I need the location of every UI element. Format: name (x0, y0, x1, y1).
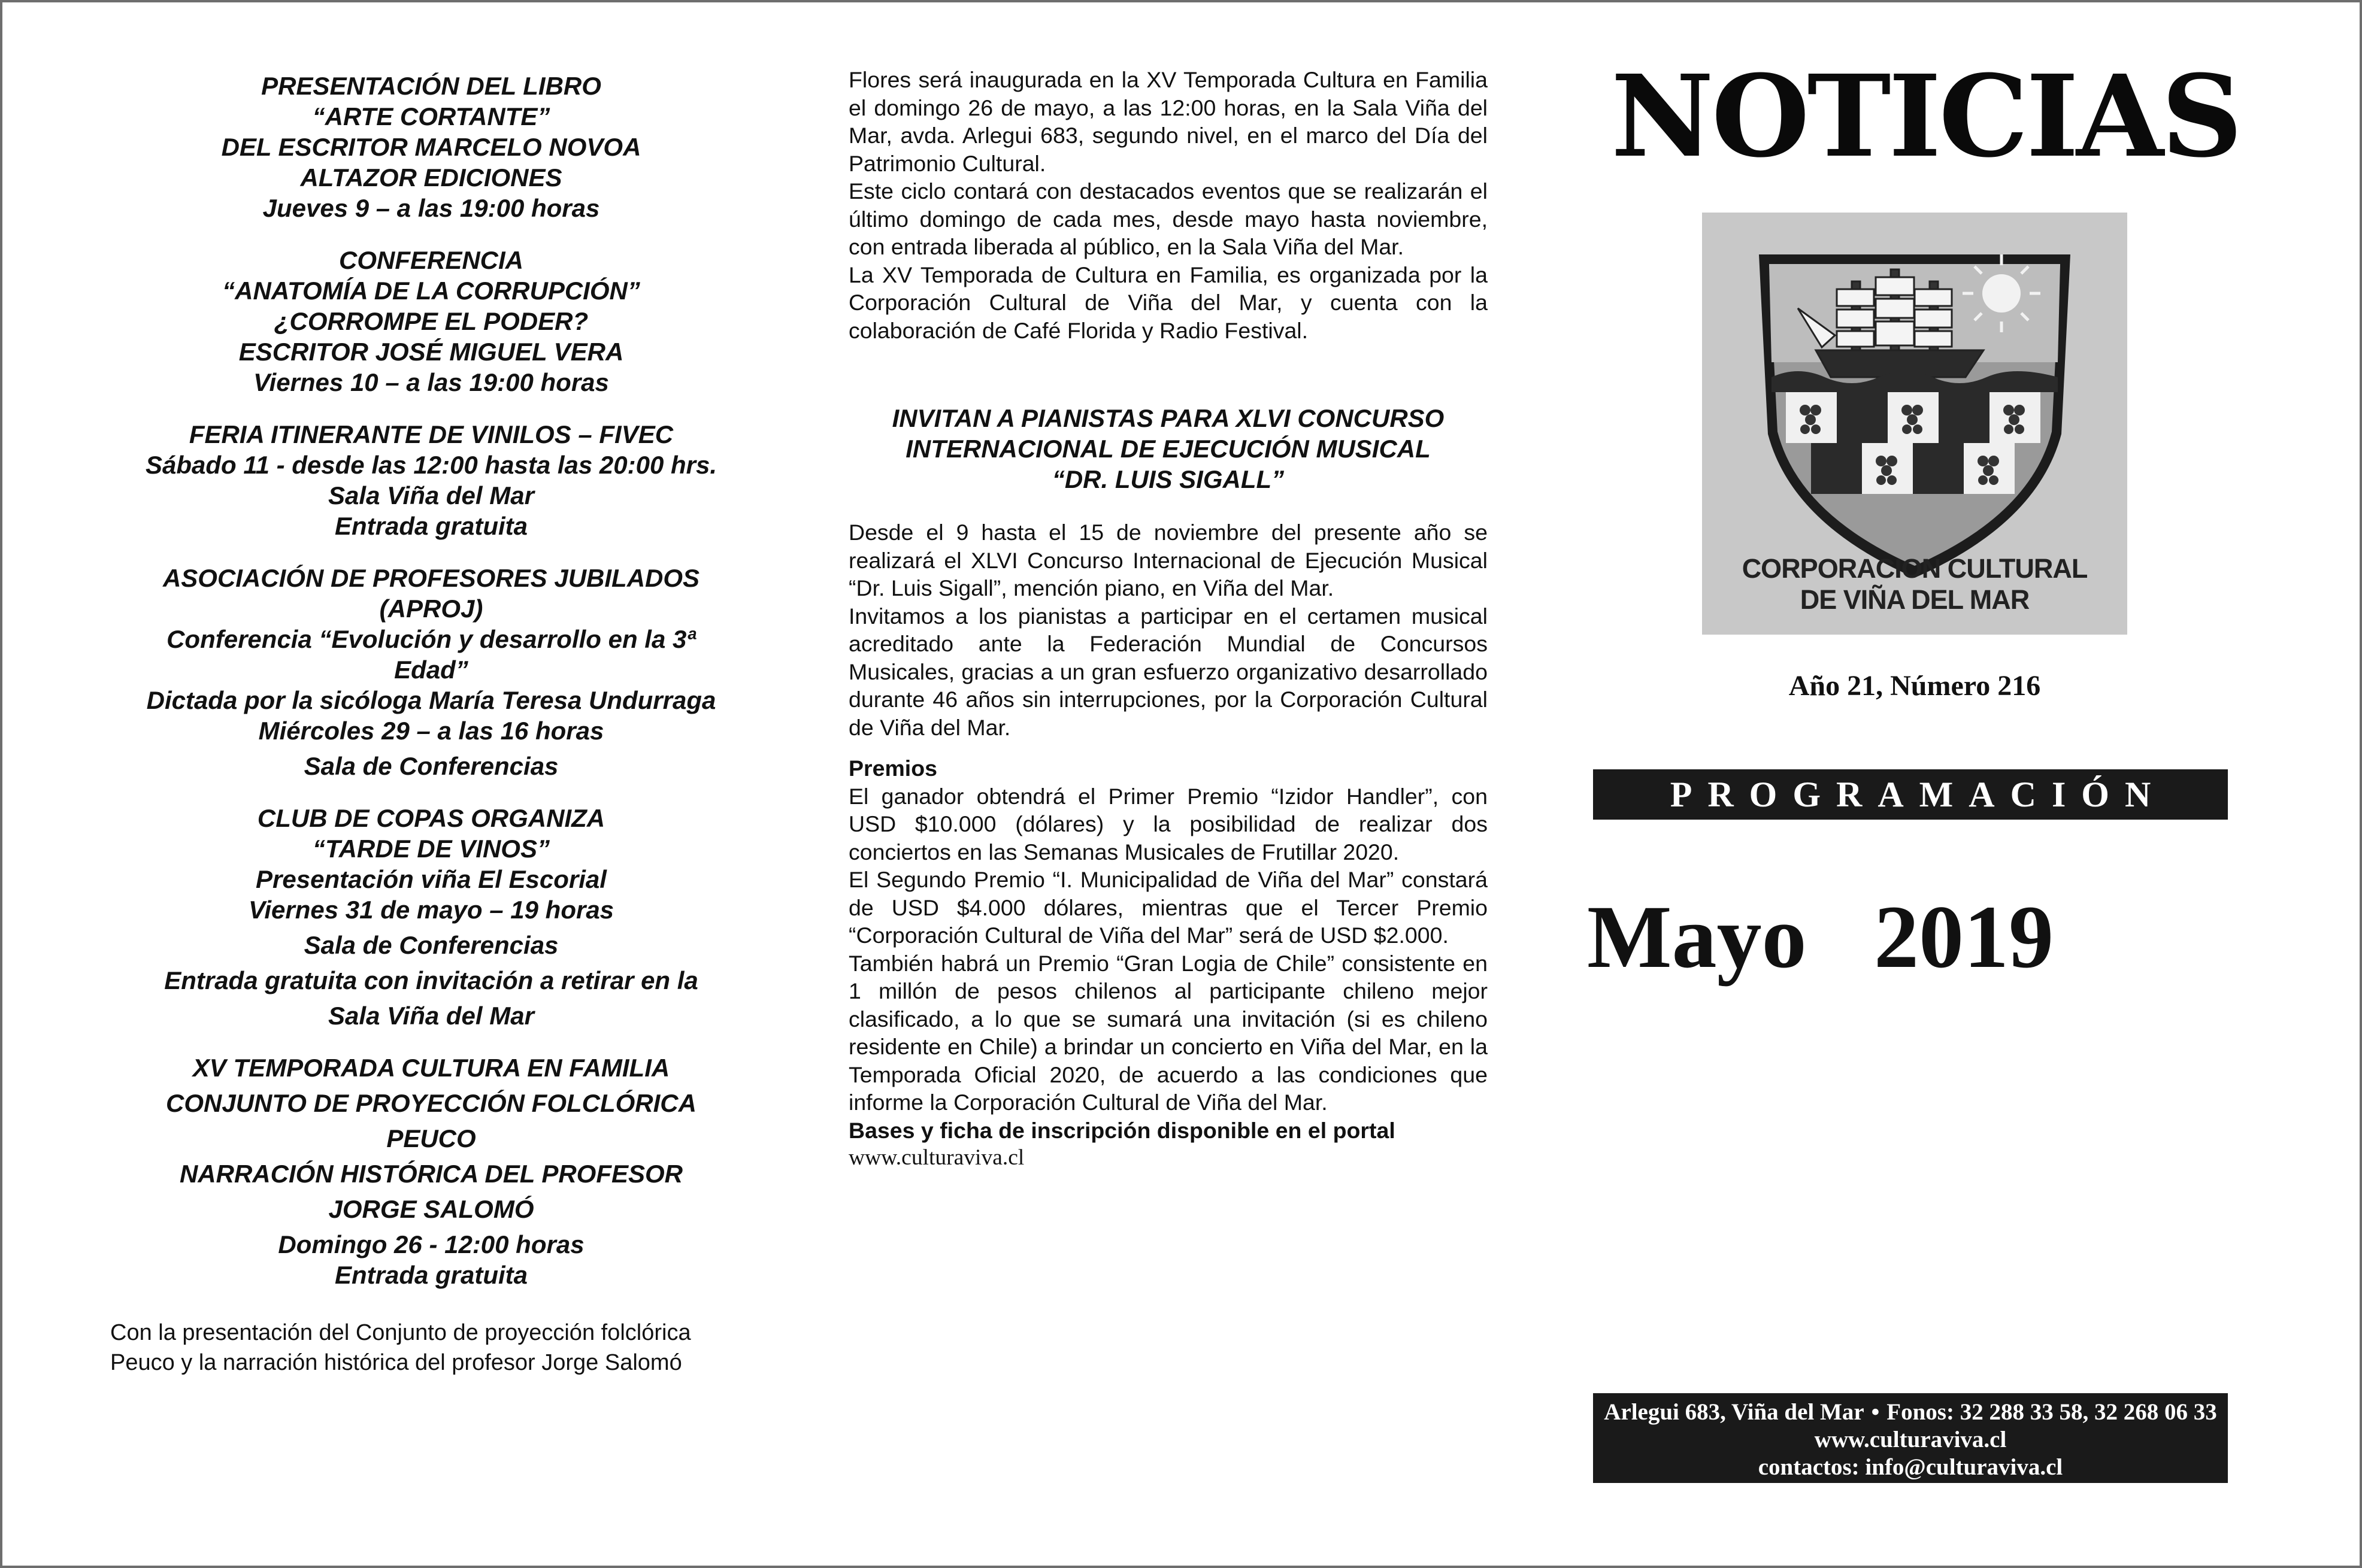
event-line: NARRACIÓN HISTÓRICA DEL PROFESOR (179, 1160, 683, 1188)
event-block (102, 245, 761, 398)
event-line: “TARDE DE VINOS” (313, 835, 550, 863)
programacion-banner: PROGRAMACIÓN (1593, 769, 2228, 820)
article-title (849, 403, 1488, 495)
org-name-line-1: CORPORACION CULTURAL (1742, 553, 2088, 584)
event-line: Sala de Conferencias (304, 752, 559, 780)
intro-paragraph: Flores será inaugurada en la XV Temporada Cultura en Familia el domingo 26 de mayo, a las 12:00 horas, en la Sala Viña del Mar, avda. Arlegui 683, segundo nivel, en el marco del Día del Patrimonio Cultural. (849, 67, 1488, 176)
event-line: CONFERENCIA (338, 246, 523, 274)
event-block (102, 71, 761, 223)
event-line: CONJUNTO DE PROYECCIÓN FOLCLÓRICA (166, 1089, 697, 1117)
intro-article (849, 66, 1488, 344)
event-line: Viernes 31 de mayo – 19 horas (248, 896, 614, 924)
event-line: Sala Viña del Mar (328, 1002, 534, 1030)
event-line: CLUB DE COPAS ORGANIZA (257, 804, 605, 832)
organization-name (1702, 553, 2127, 615)
org-name-line-2: DE VIÑA DEL MAR (1800, 584, 2030, 615)
event-line: JORGE SALOMÓ (328, 1195, 534, 1223)
event-line: Edad” (394, 656, 468, 684)
event-line: Conferencia “Evolución y desarrollo en la 3ª (166, 625, 696, 653)
bullet-separator: • (1871, 1399, 1880, 1425)
event-line: Miércoles 29 – a las 16 horas (258, 717, 604, 745)
contact-address: Arlegui 683, Viña del Mar (1604, 1399, 1864, 1425)
event-line: Sala Viña del Mar (328, 481, 534, 509)
event-line: Entrada gratuita (334, 1261, 528, 1289)
event-line: “ANATOMÍA DE LA CORRUPCIÓN” (222, 277, 640, 305)
prize-paragraph: El Segundo Premio “I. Municipalidad de Viña del Mar” constará de USD $4.000 dólares, mientras que el Tercer Premio “Corporación Cultural de Viña del Mar” será de USD $2.000. (849, 867, 1488, 948)
event-block (102, 1053, 761, 1290)
event-block (102, 419, 761, 541)
event-line: FERIA ITINERANTE DE VINILOS – FIVEC (189, 420, 674, 448)
prize-paragraph: El ganador obtendrá el Primer Premio “Izidor Handler”, con USD $10.000 (dólares) y la posibilidad de realizar dos conciertos en las Semanas Musicales de Frutillar 2020. (849, 783, 1488, 865)
bases-text: Bases y ficha de inscripción disponible en el portal (849, 1117, 1395, 1143)
note-line: Con la presentación del Conjunto de proyección folclórica (110, 1320, 691, 1345)
article-title-line: “DR. LUIS SIGALL” (1052, 465, 1285, 493)
article-body (849, 518, 1488, 741)
event-block (102, 563, 761, 781)
event-block (102, 803, 761, 1031)
event-line: Dictada por la sicóloga María Teresa Undurraga (146, 686, 716, 714)
event-line: Jueves 9 – a las 19:00 horas (262, 194, 600, 222)
article-title-line: INVITAN A PIANISTAS PARA XLVI CONCURSO (892, 404, 1445, 432)
event-line: Presentación viña El Escorial (256, 865, 607, 893)
article-title-line: INTERNACIONAL DE EJECUCIÓN MUSICAL (906, 435, 1431, 463)
contact-web[interactable]: www.culturaviva.cl (1814, 1427, 2007, 1452)
issue-date (1587, 886, 2246, 988)
issue-year: 2019 (1874, 887, 2054, 987)
event-line: ASOCIACIÓN DE PROFESORES JUBILADOS (162, 564, 700, 592)
event-line: ESCRITOR JOSÉ MIGUEL VERA (238, 338, 624, 366)
article-paragraph: Invitamos a los pianistas a participar en el certamen musical acreditado ante la Federación Mundial de Concursos Musicales, gracias a un gran esfuerzo organizativo desarrollado durante 46 años sin interrupciones, por la Corporación Cultural de Viña del Mar. (849, 603, 1488, 740)
event-line: Domingo 26 - 12:00 horas (278, 1230, 585, 1258)
contact-email[interactable]: contactos: info@culturaviva.cl (1758, 1454, 2063, 1480)
contact-box (1593, 1393, 2228, 1483)
event-line: “ARTE CORTANTE” (312, 102, 550, 131)
articles-column (849, 66, 1488, 1172)
event-line: Viernes 10 – a las 19:00 horas (253, 368, 609, 396)
event-line: (APROJ) (379, 595, 483, 623)
event-line: DEL ESCRITOR MARCELO NOVOA (221, 133, 641, 161)
intro-paragraph: Este ciclo contará con destacados eventos que se realizarán el último domingo de cada mes, desde mayo hasta noviembre, con entrada liberada al público, en la Sala Viña del Mar. (849, 178, 1488, 259)
article-paragraph: Desde el 9 hasta el 15 de noviembre del presente año se realizará el XLVI Concurso Internacional de Ejecución Musical “Dr. Luis Sigall”, mención piano, en Viña del Mar. (849, 520, 1488, 600)
events-column (102, 71, 761, 1378)
event-line: PEUCO (386, 1124, 476, 1153)
prizes-body (849, 783, 1488, 1117)
prize-paragraph: También habrá un Premio “Gran Logia de Chile” consistente en 1 millón de pesos chilenos al participante chileno mejor clasificado, a lo que se sumará una invitación (si es chileno residente en Chile) a brindar un concierto en Viña del Mar, en la Temporada Oficial 2020, de acuerdo a las condiciones que informe la Corporación Cultural de Viña del Mar. (849, 950, 1488, 1115)
contact-phones: Fonos: 32 288 33 58, 32 268 06 33 (1886, 1399, 2217, 1425)
event-line: PRESENTACIÓN DEL LIBRO (261, 72, 601, 100)
event-line: XV TEMPORADA CULTURA EN FAMILIA (192, 1054, 670, 1082)
event-line: Sala de Conferencias (304, 931, 559, 959)
event-line: ALTAZOR EDICIONES (300, 163, 562, 192)
event-note (102, 1318, 761, 1378)
portal-link[interactable]: www.culturaviva.cl (849, 1145, 1025, 1170)
masthead-title: NOTICIAS (1611, 50, 2240, 183)
intro-paragraph: La XV Temporada de Cultura en Familia, es organizada por la Corporación Cultural de Viña del Mar, y cuenta con la colaboración de Café Florida y Radio Festival. (849, 262, 1488, 343)
issue-number: Año 21, Número 216 (1788, 670, 2041, 702)
event-line: Entrada gratuita con invitación a retirar en la (164, 966, 698, 994)
contact-line-1 (1593, 1399, 2228, 1426)
event-line: Sábado 11 - desde las 12:00 hasta las 20:00 hrs. (145, 451, 717, 479)
event-line: ¿CORROMPE EL PODER? (274, 307, 589, 335)
issue-month: Mayo (1587, 887, 1807, 987)
prizes-heading: Premios (849, 756, 937, 781)
event-line: Entrada gratuita (334, 512, 528, 540)
note-line: Peuco y la narración histórica del profesor Jorge Salomó (110, 1350, 682, 1375)
